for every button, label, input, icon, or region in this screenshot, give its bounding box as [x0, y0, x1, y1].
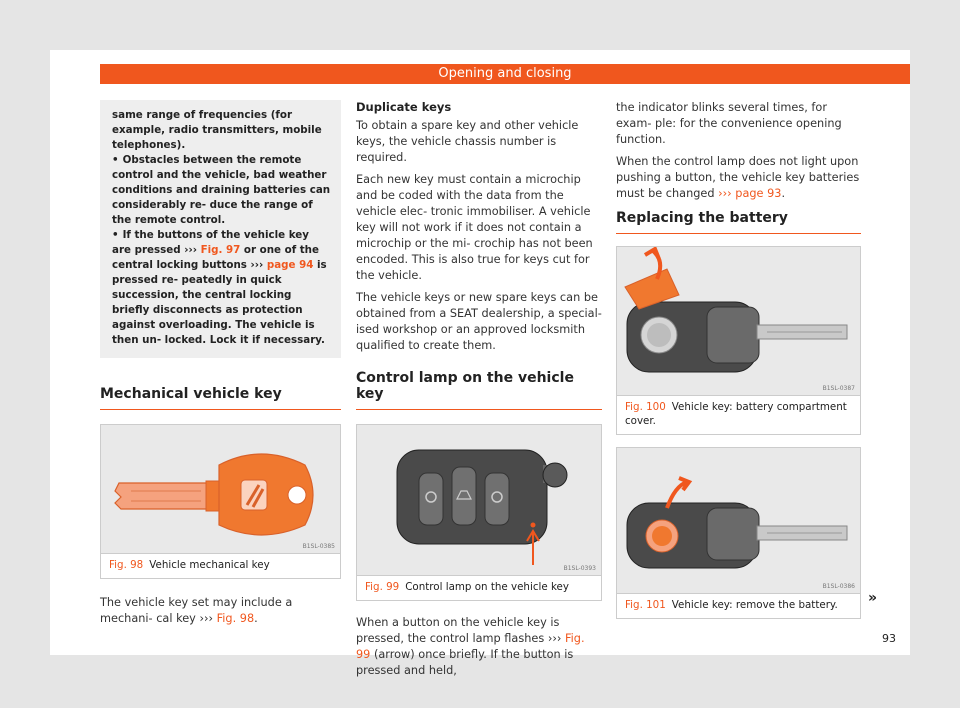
caption-text: Vehicle key: battery compartment cover.	[625, 401, 847, 427]
figure-label: Fig. 101	[625, 599, 666, 611]
column-1	[100, 100, 341, 633]
caption-text: Vehicle mechanical key	[149, 559, 270, 571]
column-2	[356, 100, 602, 685]
body-paragraph	[356, 615, 602, 679]
body-paragraph: The vehicle keys or new spare keys can be obtained from a SEAT dealership, a special- ised workshop or an approved locksmith qualified to create them.	[356, 291, 602, 352]
body-text-a: When a button on the vehicle key is pressed, the control lamp flashes	[356, 616, 560, 645]
body-text-a: The vehicle key set may include a mechani- cal key	[100, 596, 293, 625]
figure-code: B1SL-0387	[822, 385, 855, 392]
battery-cover-illustration	[617, 247, 860, 395]
figure-100	[616, 246, 861, 435]
section-title: Opening and closing	[438, 66, 572, 81]
caption-text: Control lamp on the vehicle key	[405, 581, 569, 593]
link-fig-98[interactable]: Fig. 98	[216, 612, 255, 625]
cross-ref-arrow: ›››	[547, 632, 562, 645]
warning-paragraph-2-text: Obstacles between the remote control and the vehicle, bad weather conditions and draining batteries can considerably re- duce the range of the remote control.	[112, 154, 331, 226]
warning-paragraph-3	[112, 228, 331, 348]
cross-ref-arrow: ›››	[250, 259, 264, 271]
figure-label: Fig. 99	[365, 581, 400, 593]
body-text-b: .	[781, 187, 786, 200]
warning-paragraph-2	[112, 153, 331, 228]
link-fig-99[interactable]: Fig. 99	[356, 632, 585, 661]
continue-marker: »	[868, 590, 878, 606]
body-text-a: When the control lamp does not light upon pushing a button, the vehicle key batteries must be changed	[616, 155, 860, 200]
figure-99-caption	[357, 575, 601, 600]
figure-100-caption	[617, 395, 860, 434]
remove-battery-illustration	[617, 448, 860, 593]
mechanical-key-text	[100, 595, 341, 627]
warning-box	[100, 100, 341, 358]
body-paragraph: Each new key must contain a microchip and be coded with the data from the vehicle elec- tronic immobiliser. A vehicle key will not work if it does not contain a microchip or the mi- crochip has not been encoded. This is also true for keys cut for the vehicle.	[356, 173, 593, 282]
figure-98-image	[101, 425, 340, 553]
caption-text: Vehicle key: remove the battery.	[671, 599, 838, 611]
body-text-b: .	[254, 612, 258, 625]
body-paragraph	[100, 595, 341, 627]
warning-p3-text-a: If the buttons of the vehicle key are pressed	[112, 229, 309, 256]
figure-98	[100, 424, 341, 579]
subheading-duplicate-keys: Duplicate keys	[356, 100, 452, 114]
heading-mechanical-key: Mechanical vehicle key	[100, 386, 341, 410]
key-control-lamp-illustration	[357, 425, 601, 575]
warning-paragraph-1: same range of frequencies (for example, radio transmitters, mobile telephones).	[112, 109, 322, 151]
page-number: 93	[882, 632, 896, 645]
cross-ref-arrow: ›››	[199, 612, 214, 625]
body-paragraph: the indicator blinks several times, for exam- ple: for the convenience opening function.	[616, 101, 842, 146]
cross-ref-arrow: ›››	[184, 244, 197, 256]
figure-101-image	[617, 448, 860, 593]
manual-page	[50, 50, 910, 677]
link-page-93[interactable]: ››› page 93	[718, 187, 782, 200]
body-paragraph	[616, 154, 861, 202]
figure-code: B1SL-0385	[302, 543, 335, 550]
duplicate-keys-text	[356, 118, 602, 354]
figure-99-image	[357, 425, 601, 575]
bullet-icon	[112, 154, 123, 166]
figure-label: Fig. 100	[625, 401, 666, 413]
mechanical-key-illustration	[101, 425, 340, 553]
figure-code: B1SL-0386	[822, 583, 855, 590]
body-text-b: (arrow) once briefly. If the button is pressed and held,	[356, 648, 574, 677]
warning-p3-text-c: is pressed re- peatedly in quick succession, the central locking briefly disconnects as protection against overloading. The vehicle is then un- locked. Lock it if necessary.	[112, 259, 327, 346]
figure-99	[356, 424, 602, 601]
figure-101	[616, 447, 861, 619]
heading-replacing-battery: Replacing the battery	[616, 210, 861, 234]
bullet-icon	[112, 229, 123, 241]
warning-p3-text-b: or one of the central locking buttons	[112, 244, 319, 271]
link-fig-97[interactable]: Fig. 97	[200, 244, 241, 256]
indicator-text	[616, 100, 861, 202]
figure-98-caption	[101, 553, 340, 578]
figure-101-caption	[617, 593, 860, 618]
section-header	[100, 64, 910, 84]
link-page-94[interactable]: page 94	[266, 259, 314, 271]
figure-code: B1SL-0393	[563, 565, 596, 572]
figure-label: Fig. 98	[109, 559, 144, 571]
body-paragraph: To obtain a spare key and other vehicle keys, the vehicle chassis number is required.	[356, 119, 579, 164]
column-3	[616, 100, 861, 619]
control-lamp-text	[356, 615, 602, 679]
figure-100-image	[617, 247, 860, 395]
heading-control-lamp: Control lamp on the vehicle key	[356, 370, 602, 410]
